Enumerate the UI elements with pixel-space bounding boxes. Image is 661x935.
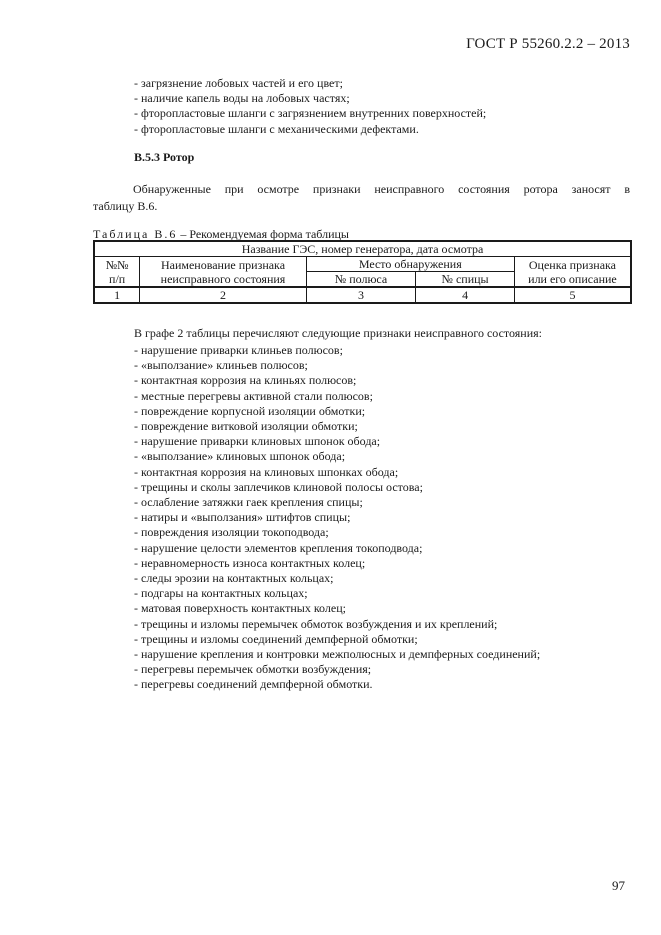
list-item: - загрязнение лобовых частей и его цвет; [134, 76, 343, 90]
list-item: - местные перегревы активной стали полюсов; [134, 388, 373, 403]
list-item: - нарушение приварки клиновых шпонок обода; [134, 434, 381, 449]
header-cell-assessment-line-1: Оценка признака [528, 257, 616, 272]
list-item: - ослабление затяжки гаек крепления спицы; [134, 495, 363, 510]
rotor-defect-list [134, 343, 540, 693]
list-item: - нарушение приварки клиньев полюсов; [134, 343, 343, 357]
list-item: - трещины и сколы заплечиков клиновой полосы остова; [134, 479, 423, 494]
list-intro: В графе 2 таблицы перечисляют следующие признаки неисправного состояния: [134, 326, 542, 340]
header-cell-number-line-1: №№ [105, 257, 129, 272]
list-item: - трещины и изломы соединений демпферной обмотки; [134, 631, 418, 646]
header-cell-sign-name [140, 257, 306, 288]
section-title: В.5.3 Ротор [134, 150, 195, 164]
list-item: - «выползание» клиновых шпонок обода; [134, 449, 346, 464]
list-item: - контактная коррозия на клиновых шпонках обода; [134, 464, 399, 479]
list-item: - матовая поверхность контактных колец; [134, 601, 346, 616]
header-cell-number [94, 257, 140, 288]
list-item: - неравномерность износа контактных колец; [134, 555, 366, 570]
list-item: - повреждение корпусной изоляции обмотки; [134, 403, 366, 418]
list-item: - фторопластовые шланги с загрязнением внутренних поверхностей; [134, 106, 487, 121]
list-item: - нарушение целости элементов крепления токоподвода; [134, 540, 423, 555]
list-item: - подгары на контактных кольцах; [134, 586, 308, 601]
header-cell-location: Место обнаружения [306, 257, 514, 272]
header-cell-spoke-number: № спицы [416, 272, 515, 288]
column-number-cell: 2 [140, 287, 306, 303]
list-item: - перегревы соединений демпферной обмотки. [134, 677, 373, 692]
paragraph-line-2: таблицу В.6. [93, 199, 158, 213]
list-item: - контактная коррозия на клиньях полюсов; [134, 373, 357, 388]
list-item: - нарушение крепления и контровки межполюсных и демпферных соединений; [134, 647, 541, 662]
header-cell-number-line-2: п/п [109, 271, 126, 286]
paragraph-line-1: Обнаруженные при осмотре признаки неисправного состояния ротора заносят в [133, 182, 630, 196]
recommended-form-table [93, 240, 632, 304]
header-cell-sign-name-line-1: Наименование признака [160, 257, 286, 272]
header-cell-assessment-line-2: или его описание [528, 271, 617, 286]
column-number-cell: 5 [514, 287, 631, 303]
list-item: - повреждения изоляции токоподвода; [134, 525, 329, 540]
list-item: - перегревы перемычек обмотки возбуждения; [134, 662, 372, 677]
paragraph [93, 181, 630, 215]
column-number-cell: 3 [306, 287, 416, 303]
header-cell-pole-number: № полюса [306, 272, 416, 288]
header-cell-assessment [514, 257, 631, 288]
top-defect-list [134, 76, 486, 137]
list-item: - натиры и «выползания» штифтов спицы; [134, 510, 351, 525]
list-item: - фторопластовые шланги с механическими дефектами. [134, 121, 419, 136]
list-item: - наличие капель воды на лобовых частях; [134, 91, 350, 106]
table-caption-text: – Рекомендуемая форма таблицы [177, 227, 349, 241]
list-item: - повреждение витковой изоляции обмотки; [134, 419, 358, 434]
list-item: - следы эрозии на контактных кольцах; [134, 571, 334, 586]
list-item: - «выползание» клиньев полюсов; [134, 358, 308, 373]
header-cell-sign-name-line-2: неисправного состояния [160, 271, 286, 286]
table-title-cell: Название ГЭС, номер генератора, дата осмотра [94, 241, 631, 257]
page-number: 97 [612, 878, 625, 893]
page-header-standard-id: ГОСТ Р 55260.2.2 – 2013 [466, 36, 630, 52]
list-item: - трещины и изломы перемычек обмоток возбуждения и их креплений; [134, 616, 498, 631]
column-number-cell: 4 [416, 287, 515, 303]
table-caption-label: Таблица В.6 [93, 227, 178, 241]
column-number-cell: 1 [94, 287, 140, 303]
